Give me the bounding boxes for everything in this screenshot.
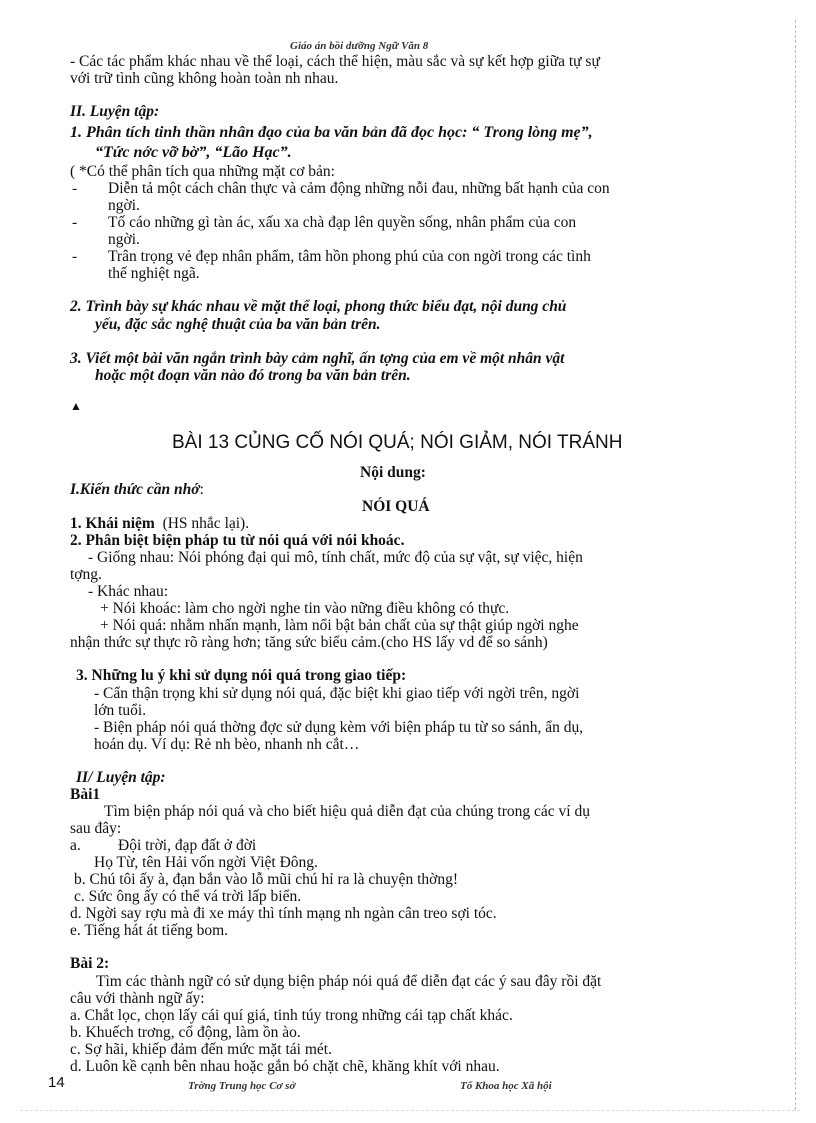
section-title: NÓI QUÁ (362, 498, 430, 515)
exercise-1-b: b. Chú tôi ấy à, đạn bắn vào lỗ mũi chú hỉ ra là chuyện thờng! (74, 871, 458, 888)
bullet-text: Diễn tả một cách chân thực và cảm động những nỗi đau, những bất hạnh của con (108, 180, 610, 197)
bullet-text: Trân trọng vẻ đẹp nhân phẩm, tâm hồn phong phú của con ngời trong các tình (108, 248, 591, 265)
combination-line-cont: hoán dụ. Ví dụ: Rẻ nh bèo, nhanh nh cắt… (94, 736, 360, 753)
intro-line: - Các tác phẩm khác nhau về thể loại, cách thể hiện, màu sắc và sự kết hợp giữa tự sự (70, 53, 600, 70)
exercise-1-a: Đội trời, đạp đất ở đời (118, 837, 257, 854)
exercise-2-prompt-cont: câu với thành ngữ ấy: (70, 990, 205, 1007)
analysis-note: ( *Có thể phân tích qua những mặt cơ bản: (70, 163, 335, 180)
bottom-guide (20, 1110, 800, 1111)
exercise-2-prompt: Tìm các thành ngữ có sử dụng biện pháp nói quá để diễn đạt các ý sau đây rồi đặt (96, 973, 602, 990)
exercise-1-d: d. Ngời say rợu mà đi xe máy thì tính mạng nh ngàn cân treo sợi tóc. (70, 905, 497, 922)
practice-2-heading: II/ Luyện tập: (76, 769, 166, 786)
question-3-cont: hoặc một đoạn văn nào đó trong ba văn bản trên. (95, 367, 411, 384)
exercise-2-d: d. Luôn kề cạnh bên nhau hoặc gắn bó chặt chẽ, khăng khít với nhau. (70, 1058, 500, 1075)
bullet-text-cont: ngời. (108, 197, 140, 214)
caution-line-cont: lớn tuổi. (94, 702, 147, 719)
exercise-1-a-label: a. (70, 837, 81, 854)
lesson-title: BÀI 13 CỦNG CỐ NÓI QUÁ; NÓI GIẢM, NÓI TRÁNH (172, 432, 623, 453)
question-3: 3. Viết một bài văn ngắn trình bày cảm nghĩ, ấn tợng của em về một nhân vật (70, 350, 565, 367)
paragraph-mark-icon: ▲ (70, 399, 82, 413)
question-1: 1. Phân tích tinh thần nhân đạo của ba văn bản đã đọc học: “ Trong lòng mẹ”, (70, 124, 593, 141)
similarity-line-cont: tợng. (70, 566, 102, 583)
question-2: 2. Trình bày sự khác nhau về mặt thể loại, phong thức biểu đạt, nội dung chủ (70, 298, 567, 315)
item-1: 1. Khái niệm (HS nhắc lại). (70, 515, 250, 532)
intro-line: với trữ tình cũng không hoàn toàn nh nhau. (70, 70, 339, 87)
exercise-1-c: c. Sức ông ấy có thể vá trời lấp biển. (74, 888, 302, 905)
exercise-1-prompt: Tìm biện pháp nói quá và cho biết hiệu quả diễn đạt của chúng trong các ví dụ (104, 803, 590, 820)
question-2-cont: yếu, đặc sắc nghệ thuật của ba văn bản trên. (95, 316, 381, 333)
item-2: 2. Phân biệt biện pháp tu từ nói quá với nói khoác. (70, 532, 405, 549)
bullet-text: Tố cáo những gì tàn ác, xấu xa chà đạp lên quyền sống, nhân phẩm của con (108, 214, 577, 231)
exercise-1-label: Bài1 (70, 786, 101, 803)
bullet-text-cont: thế nghiệt ngã. (108, 265, 200, 282)
bullet-dash: - (72, 180, 78, 197)
question-1-cont: “Tức nớc vỡ bờ”, “Lão Hạc”. (95, 144, 292, 161)
exercise-2-label: Bài 2: (70, 955, 110, 972)
similarity-line: - Giống nhau: Nói phóng đại qui mô, tính chất, mức độ của sự vật, sự việc, hiện (88, 549, 583, 566)
bullet-dash: - (72, 248, 78, 265)
bullet-dash: - (72, 214, 78, 231)
content-label: Nội dung: (360, 464, 426, 481)
exercise-2-c: c. Sợ hãi, khiếp đảm đến mức mặt tái mét. (70, 1041, 332, 1058)
bullet-text-cont: ngời. (108, 231, 140, 248)
boast-definition: + Nói khoác: làm cho ngời nghe tin vào nững điều không có thực. (100, 600, 510, 617)
exercise-1-a-cont: Họ Từ, tên Hải vốn ngời Việt Đông. (94, 854, 318, 871)
running-header: Giáo án bồi dưỡng Ngữ Văn 8 (290, 40, 429, 52)
practice-heading: II. Luyện tập: (70, 103, 160, 120)
footer-department: Tổ Khoa học Xã hội (460, 1080, 552, 1092)
margin-guide (795, 20, 796, 1110)
knowledge-heading: I.Kiến thức cần nhớ: (70, 481, 204, 498)
hyperbole-definition: + Nói quá: nhằm nhấn mạnh, làm nổi bật bản chất của sự thật giúp ngời nghe (100, 617, 579, 634)
footer-school: Trờng Trung học Cơ sở (188, 1080, 296, 1092)
exercise-2-a: a. Chắt lọc, chọn lấy cái quí giá, tinh túy trong những cái tạp chất khác. (70, 1007, 513, 1024)
exercise-1-prompt-cont: sau đây: (70, 820, 122, 837)
difference-label: - Khác nhau: (88, 583, 169, 600)
exercise-2-b: b. Khuếch trơng, cổ động, làm ồn ào. (70, 1024, 301, 1041)
page-number: 14 (48, 1074, 65, 1091)
caution-line: - Cẩn thận trọng khi sử dụng nói quá, đặc biệt khi giao tiếp với ngời trên, ngời (94, 685, 580, 702)
combination-line: - Biện pháp nói quá thờng đợc sử dụng kèm với biện pháp tu từ so sánh, ẩn dụ, (94, 719, 584, 736)
hyperbole-definition-cont: nhận thức sự thực rõ ràng hơn; tăng sức biểu cảm.(cho HS lấy vd để so sánh) (70, 634, 548, 651)
item-3: 3. Những lu ý khi sử dụng nói quá trong giao tiếp: (76, 667, 407, 684)
exercise-1-e: e. Tiếng hát át tiếng bom. (70, 922, 229, 939)
